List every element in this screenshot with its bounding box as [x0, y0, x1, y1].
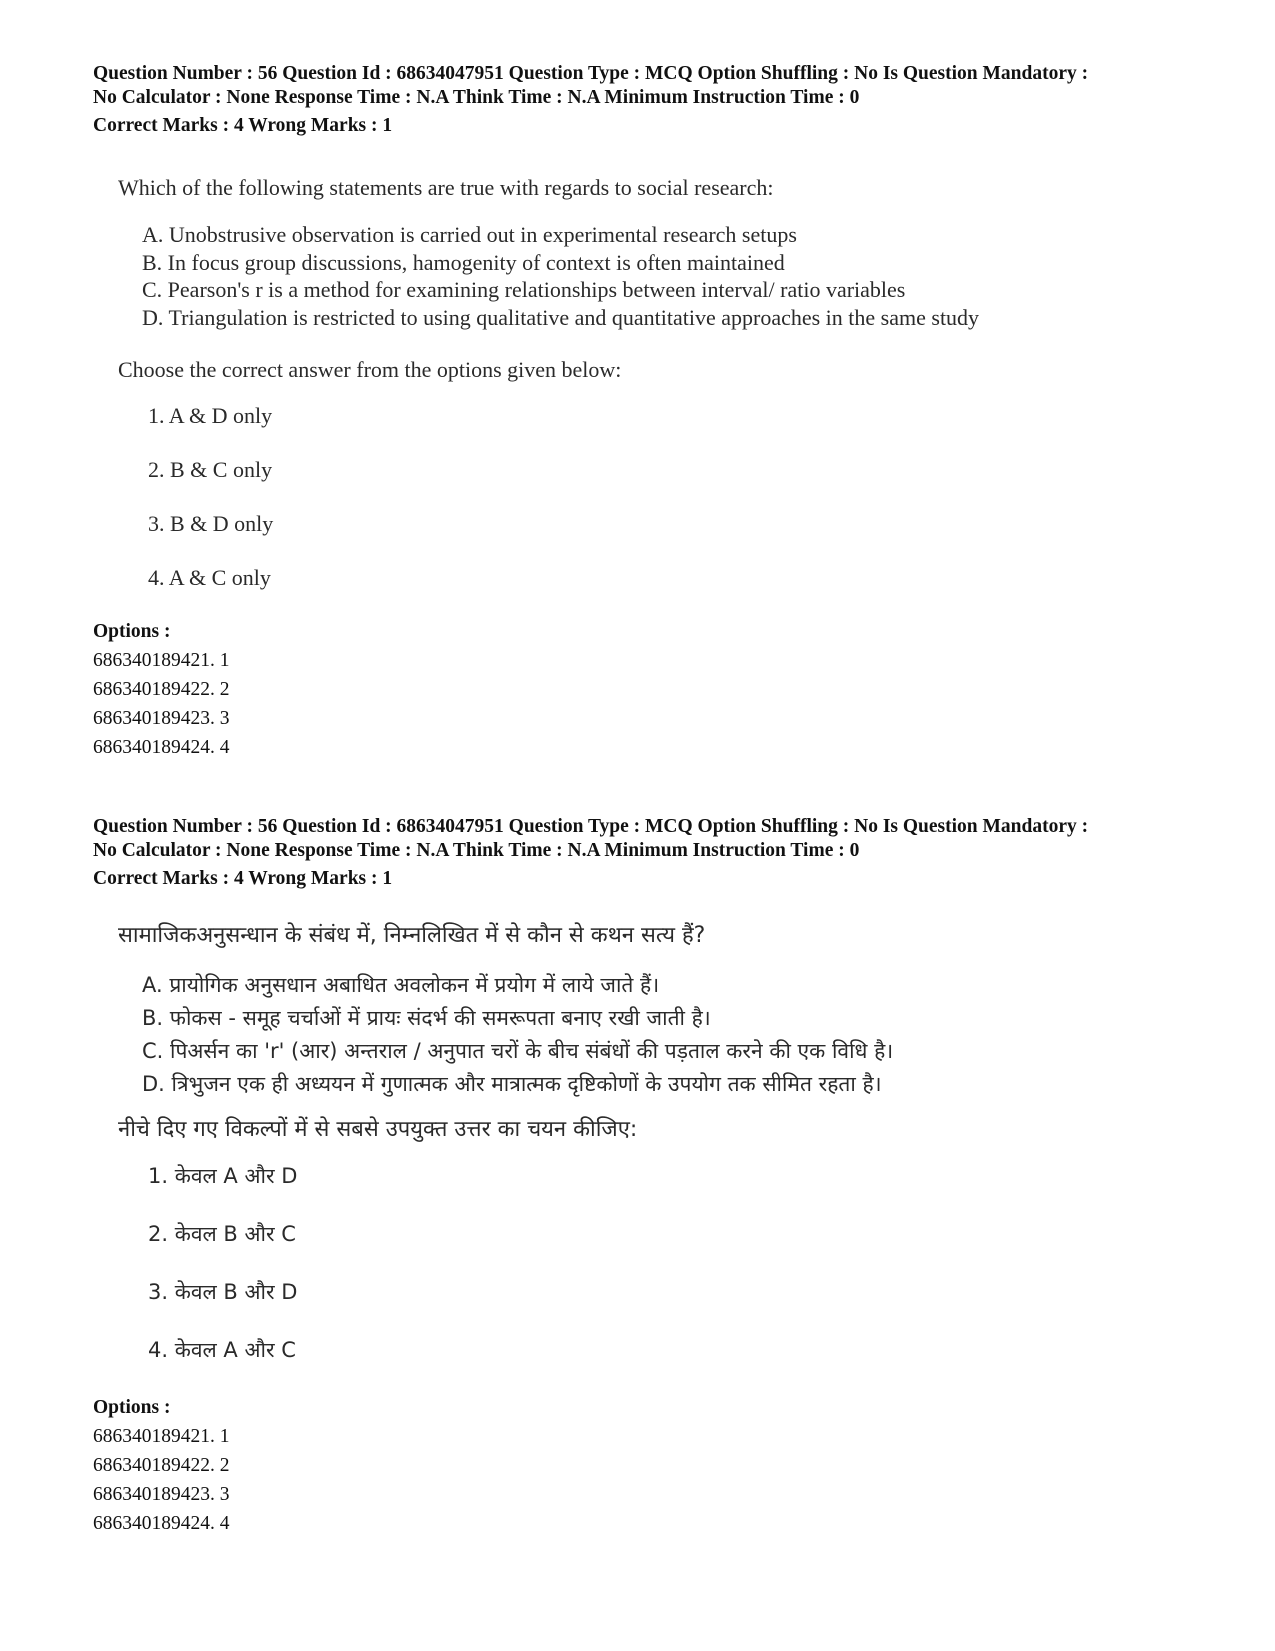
choice-item: 1. केवल A और D [148, 1164, 298, 1188]
options-list [93, 646, 1213, 762]
option-item: 686340189423. 3 [93, 708, 230, 729]
choice-item: 4. केवल A और C [148, 1338, 296, 1362]
statement-item: A. प्रायोगिक अनुसधान अबाधित अवलोकन में प्रयोग में लाये जाते हैं। [142, 973, 660, 997]
question-image [118, 921, 1213, 1393]
choice-item: 2. केवल B और C [148, 1222, 296, 1246]
option-item: 686340189422. 2 [93, 1455, 230, 1476]
option-item: 686340189421. 1 [93, 1426, 230, 1447]
statement-item: D. त्रिभुजन एक ही अध्ययन में गुणात्मक और मात्रात्मक दृष्टिकोणों के उपयोग तक सीमित रहता है। [142, 1072, 882, 1096]
statement-list [142, 221, 1213, 331]
statement-item: C. Pearson's r is a method for examining relationships between interval/ ratio variables [142, 277, 906, 302]
question-image [118, 173, 1213, 617]
question-meta-line-2: No Calculator : None Response Time : N.A Think Time : N.A Minimum Instruction Time : 0 [93, 87, 860, 108]
option-item: 686340189424. 4 [93, 737, 230, 758]
options-label: Options : [93, 621, 171, 642]
question-meta-line-1: Question Number : 56 Question Id : 68634047951 Question Type : MCQ Option Shuffling : No Is Question Mandatory : [93, 816, 1089, 837]
option-item: 686340189422. 2 [93, 679, 230, 700]
choice-item: 1. A & D only [148, 403, 273, 428]
statement-item: A. Unobstrusive observation is carried out in experimental research setups [142, 222, 797, 247]
question-meta-line-2: No Calculator : None Response Time : N.A Think Time : N.A Minimum Instruction Time : 0 [93, 840, 860, 861]
question-text: सामाजिकअनुसन्धान के संबंध में, निम्नलिखित में से कौन से कथन सत्य हैं? [118, 923, 706, 948]
choice-list [148, 401, 1213, 617]
statement-list [142, 969, 1213, 1101]
statement-item: B. फोकस - समूह चर्चाओं में प्रायः संदर्भ की समरूपता बनाए रखी जाती है। [142, 1006, 711, 1030]
options-list [93, 1422, 1213, 1538]
choice-item: 2. B & C only [148, 457, 273, 482]
statement-item: D. Triangulation is restricted to using qualitative and quantitative approaches in the same study [142, 304, 980, 330]
question-block-hindi [93, 815, 1213, 1538]
options-label: Options : [93, 1397, 171, 1418]
choice-item: 3. केवल B और D [148, 1280, 298, 1304]
choice-item: 4. A & C only [148, 565, 271, 590]
statement-item: C. पिअर्सन का 'r' (आर) अन्तराल / अनुपात चरों के बीच संबंधों की पड़ताल करने की एक विधि है। [142, 1039, 894, 1063]
choice-item: 3. B & D only [148, 511, 274, 536]
choose-instruction: Choose the correct answer from the options given below: [118, 357, 622, 382]
option-item: 686340189423. 3 [93, 1484, 230, 1505]
question-marks: Correct Marks : 4 Wrong Marks : 1 [93, 115, 393, 136]
choice-list [148, 1161, 1213, 1393]
option-item: 686340189421. 1 [93, 650, 230, 671]
option-item: 686340189424. 4 [93, 1513, 230, 1534]
question-meta-line-1: Question Number : 56 Question Id : 68634047951 Question Type : MCQ Option Shuffling : No Is Question Mandatory : [93, 63, 1089, 84]
question-text: Which of the following statements are true with regards to social research: [118, 175, 774, 200]
choose-instruction: नीचे दिए गए विकल्पों में से सबसे उपयुक्त उत्तर का चयन कीजिए: [118, 1117, 638, 1142]
question-marks: Correct Marks : 4 Wrong Marks : 1 [93, 868, 393, 889]
question-block-english [93, 62, 1213, 762]
statement-item: B. In focus group discussions, hamogenity of context is often maintained [142, 249, 785, 275]
